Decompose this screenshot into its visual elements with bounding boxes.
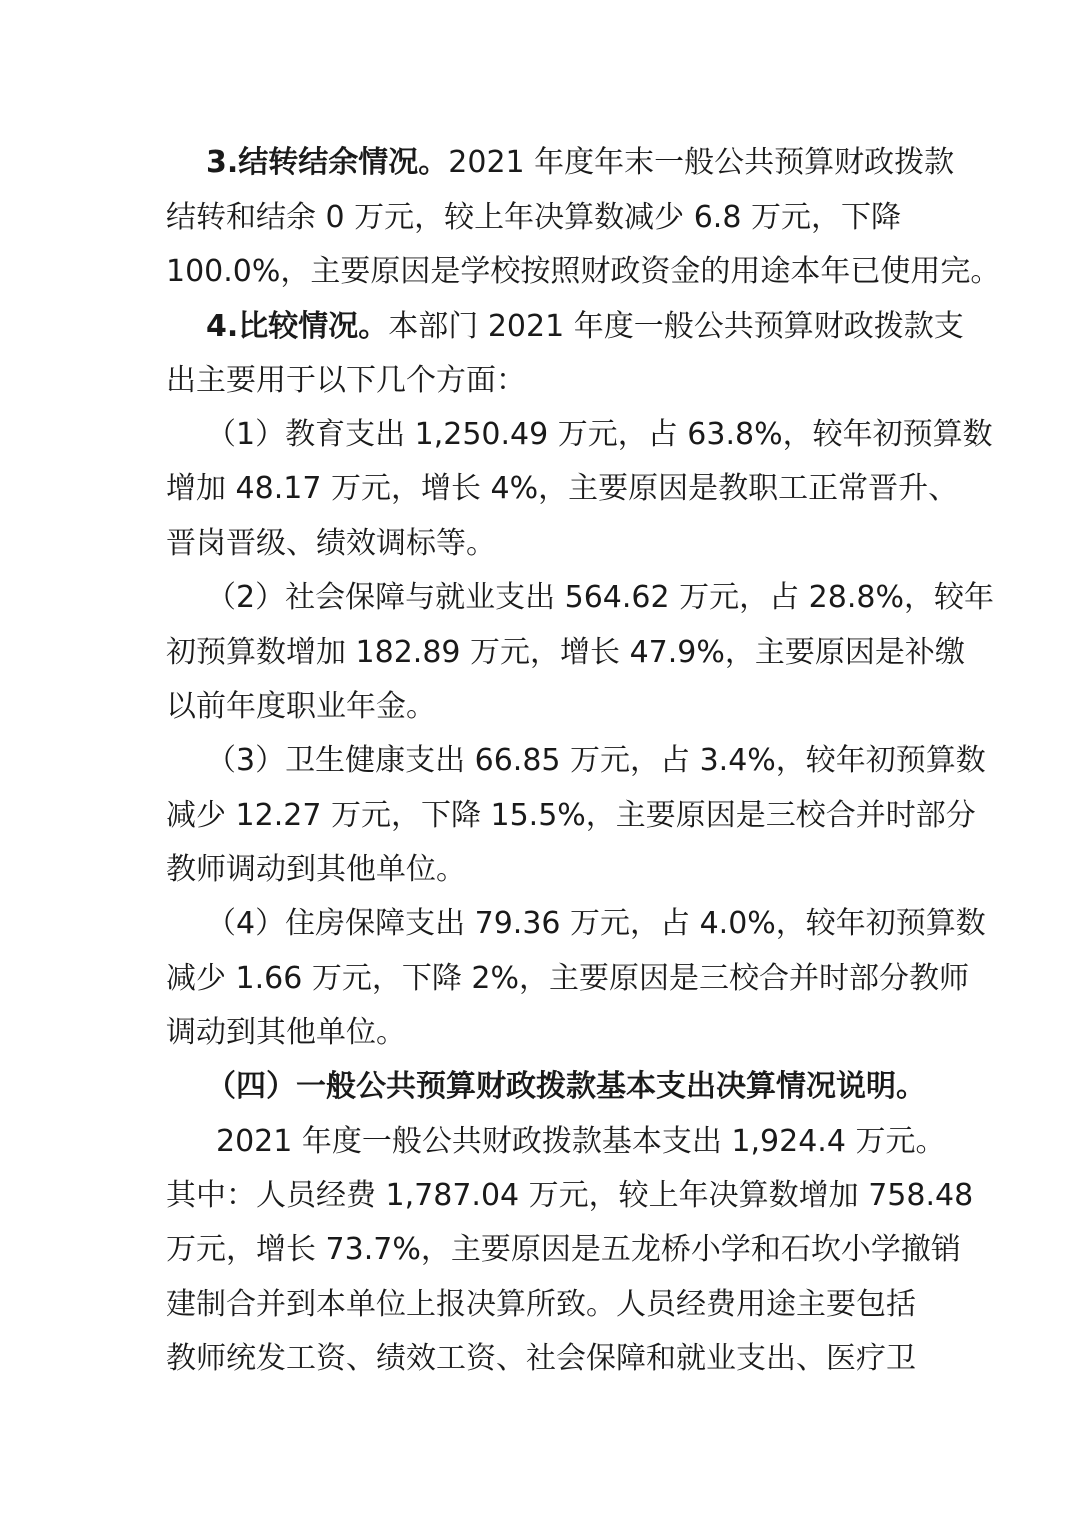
line-text: 其中：人员经费 1,787.04 万元，较上年决算数增加 758.48	[166, 1178, 974, 1213]
line-text: 2021 年度年末一般公共预算财政拨款	[448, 145, 955, 180]
text-line	[166, 198, 1074, 238]
text-line	[206, 143, 1074, 183]
text-line	[206, 1067, 1074, 1107]
line-text: 结转和结余 0 万元，较上年决算数减少 6.8 万元，下降	[166, 200, 901, 235]
line-text: 减少 12.27 万元，下降 15.5%，主要原因是三校合并时部分	[166, 798, 976, 833]
line-text: 建制合并到本单位上报决算所致。人员经费用途主要包括	[166, 1287, 916, 1322]
line-text: 以前年度职业年金。	[166, 689, 436, 724]
text-line	[166, 1013, 1074, 1053]
line-text: 万元，增长 73.7%，主要原因是五龙桥小学和石坎小学撤销	[166, 1232, 961, 1267]
section-heading: 3.结转结余情况。	[206, 145, 449, 180]
line-text: 教师调动到其他单位。	[166, 852, 466, 887]
text-line	[216, 1122, 1074, 1162]
text-line	[166, 1230, 1074, 1270]
line-text: （4）住房保障支出 79.36 万元，占 4.0%，较年初预算数	[206, 906, 986, 941]
text-line	[166, 524, 1074, 564]
text-line	[166, 252, 1074, 292]
line-text: 晋岗晋级、绩效调标等。	[166, 526, 496, 561]
line-text: 2021 年度一般公共财政拨款基本支出 1,924.4 万元。	[216, 1124, 946, 1159]
text-line	[166, 687, 1074, 727]
section-heading: 4.比较情况。	[206, 309, 389, 344]
section-heading: （四）一般公共预算财政拨款基本支出决算情况说明。	[206, 1069, 926, 1104]
text-line	[206, 578, 1074, 618]
text-line	[206, 415, 1074, 455]
line-text: 初预算数增加 182.89 万元，增长 47.9%，主要原因是补缴	[166, 635, 965, 670]
line-text: 增加 48.17 万元，增长 4%，主要原因是教职工正常晋升、	[166, 471, 959, 506]
text-line	[206, 904, 1074, 944]
line-text: 减少 1.66 万元，下降 2%，主要原因是三校合并时部分教师	[166, 961, 969, 996]
line-text: 本部门 2021 年度一般公共预算财政拨款支	[388, 309, 964, 344]
line-text: 100.0%，主要原因是学校按照财政资金的用途本年已使用完。	[166, 254, 1001, 289]
text-line	[166, 1176, 1074, 1216]
text-line	[166, 1285, 1074, 1325]
text-line	[166, 361, 1074, 401]
text-line	[166, 850, 1074, 890]
text-line	[166, 633, 1074, 673]
line-text: （1）教育支出 1,250.49 万元，占 63.8%，较年初预算数	[206, 417, 993, 452]
text-line	[166, 959, 1074, 999]
text-line	[206, 307, 1074, 347]
line-text: 调动到其他单位。	[166, 1015, 406, 1050]
line-text: （2）社会保障与就业支出 564.62 万元，占 28.8%，较年	[206, 580, 994, 615]
text-line	[166, 469, 1074, 509]
line-text: 教师统发工资、绩效工资、社会保障和就业支出、医疗卫	[166, 1341, 916, 1376]
line-text: （3）卫生健康支出 66.85 万元，占 3.4%，较年初预算数	[206, 743, 986, 778]
text-line	[206, 741, 1074, 781]
text-line	[166, 1339, 1074, 1379]
text-line	[166, 796, 1074, 836]
line-text: 出主要用于以下几个方面：	[166, 363, 526, 398]
